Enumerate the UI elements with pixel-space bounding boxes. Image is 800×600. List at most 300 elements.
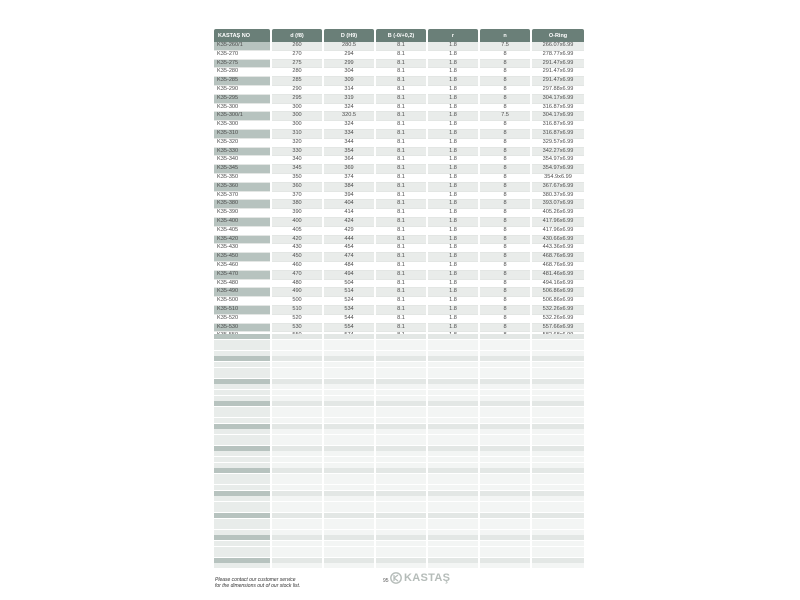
column-header: O-Ring xyxy=(532,29,584,42)
table-cell: 304.17x6.99 xyxy=(532,112,584,121)
table-cell: 8.1 xyxy=(376,183,426,192)
table-cell: 8.1 xyxy=(376,174,426,183)
empty-cell xyxy=(480,541,530,546)
table-cell: 350 xyxy=(272,174,322,183)
empty-cell xyxy=(214,558,270,563)
table-cell: 8 xyxy=(480,148,530,157)
table-cell: 554 xyxy=(324,324,374,333)
empty-cell xyxy=(272,502,322,507)
table-cell: 390 xyxy=(272,209,322,218)
table-cell: 330 xyxy=(272,148,322,157)
table-cell: 454 xyxy=(324,244,374,253)
table-cell: 8 xyxy=(480,236,530,245)
empty-cell xyxy=(428,368,478,373)
empty-cell xyxy=(532,390,584,395)
empty-row xyxy=(214,368,586,373)
empty-cell xyxy=(272,535,322,540)
table-cell: 367.67x6.99 xyxy=(532,183,584,192)
empty-cell xyxy=(214,535,270,540)
empty-cell xyxy=(272,446,322,451)
table-cell: 354.97x6.99 xyxy=(532,165,584,174)
empty-table-rows xyxy=(214,334,586,569)
table-row xyxy=(214,86,584,95)
empty-cell xyxy=(214,390,270,395)
table-cell: 405 xyxy=(272,227,322,236)
empty-cell xyxy=(480,558,530,563)
table-cell: 8.1 xyxy=(376,68,426,77)
table-row xyxy=(214,42,584,51)
empty-cell xyxy=(428,424,478,429)
table-cell: K35-380 xyxy=(214,200,270,209)
empty-cell xyxy=(272,463,322,468)
empty-cell xyxy=(376,396,426,401)
table-cell: 8.1 xyxy=(376,324,426,333)
empty-cell xyxy=(532,496,584,501)
column-header: n xyxy=(480,29,530,42)
table-cell: 524 xyxy=(324,297,374,306)
table-cell: 424 xyxy=(324,218,374,227)
empty-cell xyxy=(428,491,478,496)
empty-cell xyxy=(214,457,270,462)
table-cell: K35-275 xyxy=(214,60,270,69)
empty-cell xyxy=(480,440,530,445)
empty-cell xyxy=(428,384,478,389)
empty-cell xyxy=(376,379,426,384)
empty-cell xyxy=(324,507,374,512)
empty-cell xyxy=(480,519,530,524)
table-cell: 300 xyxy=(272,121,322,130)
empty-cell xyxy=(428,379,478,384)
table-row xyxy=(214,324,584,333)
table-cell: 468.76x6.99 xyxy=(532,253,584,262)
table-cell: 369 xyxy=(324,165,374,174)
empty-cell xyxy=(532,373,584,378)
table-cell: 340 xyxy=(272,156,322,165)
empty-cell xyxy=(324,530,374,535)
table-cell: 8 xyxy=(480,315,530,324)
empty-cell xyxy=(214,519,270,524)
table-cell: 8.1 xyxy=(376,165,426,174)
empty-cell xyxy=(480,530,530,535)
table-cell: 443.36x6.99 xyxy=(532,244,584,253)
empty-cell xyxy=(532,351,584,356)
empty-cell xyxy=(376,351,426,356)
table-cell: 1.8 xyxy=(428,112,478,121)
empty-cell xyxy=(272,424,322,429)
table-cell: K35-470 xyxy=(214,271,270,280)
empty-cell xyxy=(376,412,426,417)
empty-cell xyxy=(480,362,530,367)
table-cell: 405.26x6.99 xyxy=(532,209,584,218)
empty-cell xyxy=(324,334,374,339)
table-cell: 1.8 xyxy=(428,315,478,324)
empty-cell xyxy=(532,424,584,429)
table-cell: 380 xyxy=(272,200,322,209)
table-cell: 481.46x6.99 xyxy=(532,271,584,280)
empty-cell xyxy=(324,468,374,473)
table-row xyxy=(214,68,584,77)
table-row xyxy=(214,77,584,86)
table-cell: K35-260/1 xyxy=(214,42,270,51)
empty-cell xyxy=(532,384,584,389)
empty-row xyxy=(214,468,586,473)
empty-cell xyxy=(324,485,374,490)
empty-cell xyxy=(428,345,478,350)
empty-row xyxy=(214,345,586,350)
table-cell: 1.8 xyxy=(428,262,478,271)
empty-cell xyxy=(532,479,584,484)
empty-cell xyxy=(532,535,584,540)
table-row xyxy=(214,60,584,69)
table-cell: 8.1 xyxy=(376,148,426,157)
empty-cell xyxy=(272,351,322,356)
empty-cell xyxy=(428,502,478,507)
table-cell: 8.1 xyxy=(376,42,426,51)
empty-cell xyxy=(324,351,374,356)
empty-row xyxy=(214,373,586,378)
empty-cell xyxy=(532,552,584,557)
table-cell: 334 xyxy=(324,130,374,139)
table-cell: 1.8 xyxy=(428,104,478,113)
table-cell: 8 xyxy=(480,297,530,306)
table-cell: 8.1 xyxy=(376,315,426,324)
empty-row xyxy=(214,407,586,412)
table-cell: 8 xyxy=(480,121,530,130)
table-cell: 8 xyxy=(480,288,530,297)
empty-cell xyxy=(480,407,530,412)
empty-cell xyxy=(428,373,478,378)
empty-cell xyxy=(324,440,374,445)
empty-cell xyxy=(480,485,530,490)
empty-cell xyxy=(428,507,478,512)
empty-row xyxy=(214,362,586,367)
table-cell: 380.37x6.99 xyxy=(532,192,584,201)
empty-cell xyxy=(428,468,478,473)
empty-cell xyxy=(214,429,270,434)
table-cell: K35-285 xyxy=(214,77,270,86)
empty-cell xyxy=(324,446,374,451)
empty-cell xyxy=(214,435,270,440)
empty-row xyxy=(214,457,586,462)
table-row xyxy=(214,306,584,315)
empty-cell xyxy=(532,558,584,563)
empty-cell xyxy=(376,457,426,462)
table-cell: K35-280 xyxy=(214,68,270,77)
empty-cell xyxy=(376,463,426,468)
empty-cell xyxy=(324,479,374,484)
table-cell: 1.8 xyxy=(428,209,478,218)
empty-cell xyxy=(214,396,270,401)
empty-row xyxy=(214,418,586,423)
empty-cell xyxy=(324,474,374,479)
empty-cell xyxy=(324,435,374,440)
empty-cell xyxy=(376,479,426,484)
table-cell: 1.8 xyxy=(428,297,478,306)
empty-cell xyxy=(214,563,270,568)
table-cell: 8.1 xyxy=(376,121,426,130)
empty-cell xyxy=(376,345,426,350)
table-row xyxy=(214,139,584,148)
table-cell: 1.8 xyxy=(428,306,478,315)
table-cell: 8 xyxy=(480,139,530,148)
table-cell: 8 xyxy=(480,324,530,333)
empty-cell xyxy=(214,440,270,445)
table-cell: 532.26x6.99 xyxy=(532,306,584,315)
empty-cell xyxy=(480,507,530,512)
table-row xyxy=(214,130,584,139)
empty-cell xyxy=(214,412,270,417)
empty-cell xyxy=(272,479,322,484)
empty-cell xyxy=(214,485,270,490)
table-cell: 1.8 xyxy=(428,42,478,51)
kastas-logo xyxy=(390,572,450,584)
table-cell: K35-340 xyxy=(214,156,270,165)
empty-cell xyxy=(376,356,426,361)
empty-cell xyxy=(532,513,584,518)
empty-cell xyxy=(214,513,270,518)
column-header: KASTAŞ NO xyxy=(214,29,270,42)
empty-row xyxy=(214,507,586,512)
empty-cell xyxy=(324,373,374,378)
empty-cell xyxy=(376,368,426,373)
empty-cell xyxy=(214,384,270,389)
empty-cell xyxy=(532,356,584,361)
table-cell: 291.47x6.99 xyxy=(532,77,584,86)
empty-cell xyxy=(428,530,478,535)
empty-cell xyxy=(532,507,584,512)
table-cell: 354 xyxy=(324,148,374,157)
table-cell: 8 xyxy=(480,95,530,104)
empty-cell xyxy=(214,502,270,507)
table-cell: 474 xyxy=(324,253,374,262)
empty-cell xyxy=(272,379,322,384)
empty-cell xyxy=(428,412,478,417)
empty-cell xyxy=(532,418,584,423)
empty-cell xyxy=(480,368,530,373)
empty-cell xyxy=(480,502,530,507)
table-row xyxy=(214,183,584,192)
empty-cell xyxy=(376,474,426,479)
empty-row xyxy=(214,519,586,524)
empty-cell xyxy=(376,547,426,552)
empty-row xyxy=(214,356,586,361)
empty-cell xyxy=(532,541,584,546)
empty-cell xyxy=(480,351,530,356)
empty-cell xyxy=(272,373,322,378)
table-cell: 294 xyxy=(324,51,374,60)
empty-row xyxy=(214,429,586,434)
empty-cell xyxy=(324,401,374,406)
table-cell: 370 xyxy=(272,192,322,201)
empty-cell xyxy=(214,496,270,501)
empty-cell xyxy=(214,351,270,356)
table-cell: 300 xyxy=(272,112,322,121)
table-cell: K35-370 xyxy=(214,192,270,201)
empty-row xyxy=(214,474,586,479)
table-cell: 285 xyxy=(272,77,322,86)
empty-cell xyxy=(480,396,530,401)
table-cell: K35-500 xyxy=(214,297,270,306)
empty-cell xyxy=(480,412,530,417)
empty-row xyxy=(214,463,586,468)
empty-cell xyxy=(428,351,478,356)
empty-cell xyxy=(324,524,374,529)
empty-row xyxy=(214,541,586,546)
empty-cell xyxy=(428,407,478,412)
table-cell: 414 xyxy=(324,209,374,218)
table-cell: 291.47x6.99 xyxy=(532,68,584,77)
empty-cell xyxy=(324,519,374,524)
empty-cell xyxy=(272,519,322,524)
empty-cell xyxy=(324,390,374,395)
empty-cell xyxy=(480,384,530,389)
empty-cell xyxy=(480,563,530,568)
table-cell: 8.1 xyxy=(376,95,426,104)
table-cell: 314 xyxy=(324,86,374,95)
empty-cell xyxy=(428,457,478,462)
table-cell: 506.86x6.99 xyxy=(532,297,584,306)
empty-cell xyxy=(214,424,270,429)
table-row xyxy=(214,174,584,183)
empty-cell xyxy=(428,496,478,501)
empty-cell xyxy=(428,418,478,423)
empty-row xyxy=(214,547,586,552)
empty-cell xyxy=(532,468,584,473)
empty-cell xyxy=(324,396,374,401)
table-cell: 8.1 xyxy=(376,77,426,86)
empty-cell xyxy=(324,457,374,462)
table-cell: 460 xyxy=(272,262,322,271)
table-cell: 468.76x6.99 xyxy=(532,262,584,271)
empty-cell xyxy=(324,340,374,345)
table-cell: K35-295 xyxy=(214,95,270,104)
table-cell: 8.1 xyxy=(376,60,426,69)
empty-cell xyxy=(272,457,322,462)
empty-cell xyxy=(376,418,426,423)
empty-cell xyxy=(428,479,478,484)
empty-row xyxy=(214,502,586,507)
empty-cell xyxy=(272,390,322,395)
empty-cell xyxy=(376,340,426,345)
table-cell: 514 xyxy=(324,288,374,297)
table-cell: 324 xyxy=(324,121,374,130)
table-row xyxy=(214,271,584,280)
brand-name: KASTAŞ xyxy=(404,572,451,584)
empty-cell xyxy=(376,485,426,490)
empty-row xyxy=(214,491,586,496)
table-cell: 329.57x6.99 xyxy=(532,139,584,148)
empty-row xyxy=(214,552,586,557)
empty-cell xyxy=(480,468,530,473)
table-row xyxy=(214,192,584,201)
table-cell: 1.8 xyxy=(428,51,478,60)
empty-cell xyxy=(532,379,584,384)
table-cell: 8 xyxy=(480,77,530,86)
empty-cell xyxy=(272,407,322,412)
empty-cell xyxy=(532,547,584,552)
empty-row xyxy=(214,446,586,451)
empty-row xyxy=(214,401,586,406)
empty-cell xyxy=(272,440,322,445)
table-row xyxy=(214,148,584,157)
empty-cell xyxy=(272,396,322,401)
table-cell: 520 xyxy=(272,315,322,324)
empty-cell xyxy=(480,457,530,462)
empty-cell xyxy=(532,491,584,496)
table-cell: 1.8 xyxy=(428,139,478,148)
empty-cell xyxy=(324,368,374,373)
empty-row xyxy=(214,530,586,535)
empty-cell xyxy=(272,468,322,473)
table-cell: 500 xyxy=(272,297,322,306)
empty-cell xyxy=(214,552,270,557)
table-cell: 8 xyxy=(480,262,530,271)
table-row xyxy=(214,218,584,227)
empty-cell xyxy=(532,396,584,401)
table-cell: 506.86x6.99 xyxy=(532,288,584,297)
table-cell: 1.8 xyxy=(428,200,478,209)
table-cell: 1.8 xyxy=(428,95,478,104)
empty-row xyxy=(214,563,586,568)
empty-cell xyxy=(532,368,584,373)
empty-cell xyxy=(480,524,530,529)
table-row xyxy=(214,104,584,113)
empty-cell xyxy=(428,446,478,451)
empty-cell xyxy=(272,412,322,417)
table-cell: 534 xyxy=(324,306,374,315)
table-cell: 8 xyxy=(480,244,530,253)
empty-cell xyxy=(532,435,584,440)
empty-cell xyxy=(376,435,426,440)
table-cell: 393.07x6.99 xyxy=(532,200,584,209)
table-cell: 8.1 xyxy=(376,253,426,262)
empty-cell xyxy=(376,362,426,367)
empty-cell xyxy=(480,451,530,456)
table-cell: K35-390 xyxy=(214,209,270,218)
table-cell: 304.17x6.99 xyxy=(532,95,584,104)
table-cell: 300 xyxy=(272,104,322,113)
table-cell: 1.8 xyxy=(428,165,478,174)
empty-cell xyxy=(214,345,270,350)
table-cell: 8 xyxy=(480,130,530,139)
table-cell: 290 xyxy=(272,86,322,95)
table-cell: 404 xyxy=(324,200,374,209)
empty-cell xyxy=(272,541,322,546)
table-cell: 1.8 xyxy=(428,253,478,262)
table-cell: 1.8 xyxy=(428,86,478,95)
empty-row xyxy=(214,513,586,518)
empty-cell xyxy=(376,552,426,557)
empty-cell xyxy=(428,547,478,552)
table-cell: 319 xyxy=(324,95,374,104)
empty-row xyxy=(214,435,586,440)
table-cell: 429 xyxy=(324,227,374,236)
table-cell: K35-450 xyxy=(214,253,270,262)
table-cell: 8.1 xyxy=(376,192,426,201)
empty-cell xyxy=(480,547,530,552)
empty-row xyxy=(214,479,586,484)
empty-cell xyxy=(272,530,322,535)
empty-cell xyxy=(376,390,426,395)
empty-cell xyxy=(324,496,374,501)
table-cell: 310 xyxy=(272,130,322,139)
empty-cell xyxy=(532,485,584,490)
empty-cell xyxy=(428,429,478,434)
empty-cell xyxy=(532,563,584,568)
empty-cell xyxy=(532,362,584,367)
table-cell: 1.8 xyxy=(428,288,478,297)
column-header: r xyxy=(428,29,478,42)
